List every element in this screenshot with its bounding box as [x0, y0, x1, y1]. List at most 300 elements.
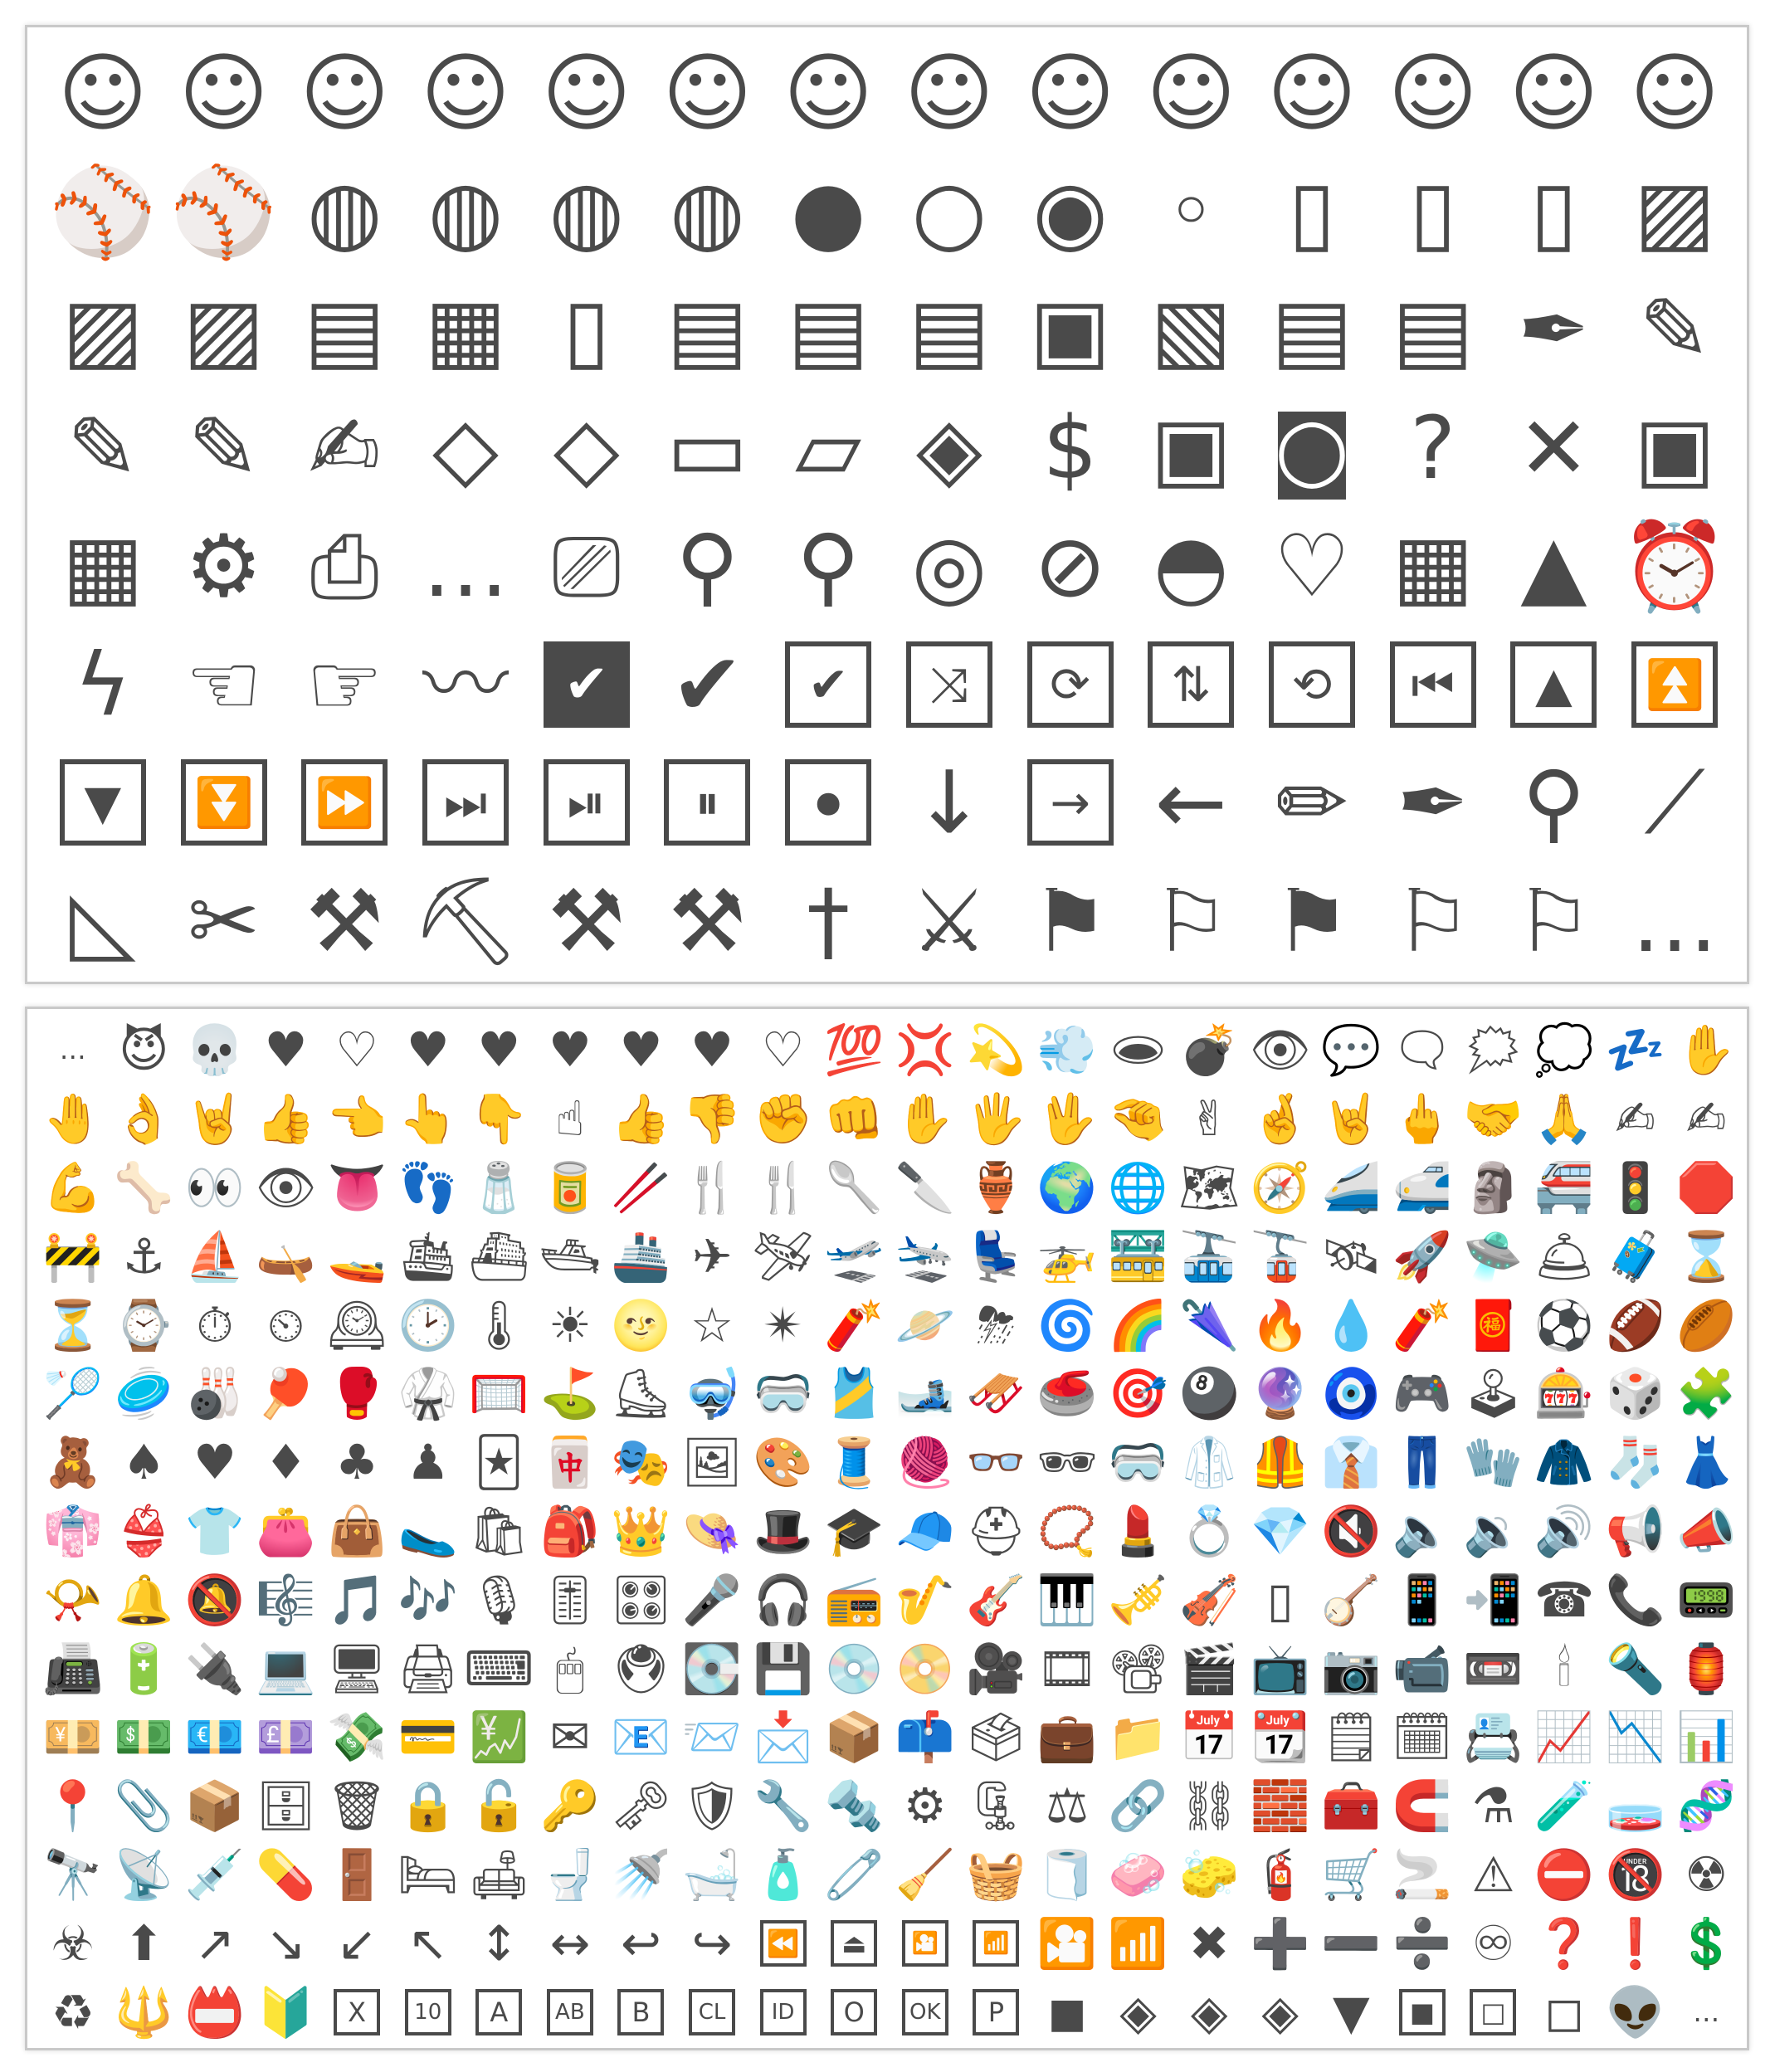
icon-r12-c6	[464, 1840, 535, 1909]
glyph: 🖥	[326, 1640, 388, 1697]
icon-r10-c19	[1387, 1703, 1458, 1772]
icon-r0-c23	[1670, 1016, 1742, 1085]
glyph: …	[59, 1034, 86, 1066]
glyph: 🚦	[1605, 1158, 1665, 1216]
glyph: ■	[1399, 1989, 1446, 2035]
glyph: ⤨	[906, 641, 992, 728]
icon-r3-c18	[1316, 1221, 1387, 1290]
icon-r8-c18	[1316, 1565, 1387, 1634]
newspaper-icon	[1010, 271, 1131, 389]
glyph: ♥	[548, 1021, 592, 1079]
icon-r4-c16	[1173, 1290, 1245, 1359]
glyph: 💬	[1321, 1021, 1382, 1079]
glyph: ♥	[690, 1021, 734, 1079]
glyph: 👔	[1321, 1434, 1382, 1491]
glyph: 🔋	[114, 1640, 174, 1697]
glyph: 🌐	[1108, 1158, 1168, 1216]
glyph: 📣	[1676, 1502, 1737, 1559]
glyph: 🥅	[469, 1365, 529, 1422]
glyph: ⚔	[910, 870, 988, 972]
glyph: ⚲	[797, 515, 861, 617]
icon-r12-c19	[1387, 1840, 1458, 1909]
icon-r4-c6	[464, 1290, 535, 1359]
glyph: ▯	[1409, 160, 1457, 262]
icon-r10-c15	[1103, 1703, 1174, 1772]
icon-r6-c5	[393, 1428, 464, 1497]
icon-r7-c8	[606, 1497, 677, 1566]
icon-r6-c19	[1387, 1428, 1458, 1497]
icon-r1-c9	[676, 1085, 748, 1153]
glyph: 🛫	[824, 1227, 885, 1285]
closed-book-icon	[1251, 153, 1373, 271]
glyph: 🎤	[681, 1571, 743, 1628]
fast-up-button-icon	[1614, 626, 1735, 744]
glyph: ⚽	[1534, 1296, 1595, 1353]
icon-r2-c19	[1387, 1153, 1458, 1222]
glyph: 👣	[397, 1158, 458, 1216]
glyph: 🚡	[1250, 1227, 1310, 1285]
glyph: 🗓	[1392, 1709, 1453, 1766]
icon-r6-c6	[464, 1428, 535, 1497]
glyph: 10	[405, 1989, 451, 2035]
glyph: 🏮	[1676, 1640, 1737, 1697]
icon-r7-c4	[321, 1497, 393, 1566]
icon-r2-c11	[818, 1153, 890, 1222]
icon-r9-c20	[1458, 1634, 1529, 1703]
icon-r3-c10	[748, 1221, 819, 1290]
glyph: P	[973, 1989, 1019, 2035]
glyph: 🔊	[1534, 1502, 1595, 1559]
glyph: ▲	[1520, 515, 1587, 617]
icon-r10-c17	[1245, 1703, 1316, 1772]
glyph: 💾	[753, 1640, 813, 1697]
icon-r4-c20	[1458, 1290, 1529, 1359]
glyph: 💀	[184, 1021, 246, 1079]
gear-icon	[163, 507, 285, 626]
glyph: ▯	[1529, 160, 1578, 262]
glyph: 🎦	[1036, 1914, 1098, 1972]
glyph: ↔	[549, 1914, 591, 1972]
icon-r3-c17	[1245, 1221, 1316, 1290]
glyph: 🎒	[539, 1502, 600, 1559]
icon-r2-c21	[1529, 1153, 1600, 1222]
glyph: 🖱	[555, 1640, 585, 1697]
glyph: 🧲	[1392, 1777, 1452, 1835]
icon-r3-c21	[1529, 1221, 1600, 1290]
icon-r6-c17	[1245, 1428, 1316, 1497]
glyph: □	[1470, 1989, 1516, 2035]
icon-r8-c7	[534, 1565, 606, 1634]
icon-r2-c9	[676, 1153, 748, 1222]
icon-r0-c16	[1173, 1016, 1245, 1085]
glyph: 🎻	[1179, 1571, 1240, 1628]
glyph: 🌀	[1036, 1296, 1098, 1353]
icon-r13-c15	[1103, 1909, 1174, 1977]
icon-r12-c21	[1529, 1840, 1600, 1909]
icon-r6-c10	[748, 1428, 819, 1497]
light-bulb-icon	[889, 507, 1010, 626]
glyph: 🧺	[966, 1845, 1026, 1903]
glyph: 🎞	[1036, 1640, 1098, 1697]
icon-r12-c11	[818, 1840, 890, 1909]
hatched-circle-light-icon	[647, 153, 768, 271]
scroll-icon	[768, 271, 889, 389]
smirking-face-icon	[1494, 34, 1615, 153]
glyph: ♥	[193, 1434, 236, 1491]
white-circle-icon	[889, 153, 1010, 271]
glyph: ⚓	[122, 1227, 166, 1285]
icon-r8-c8	[606, 1565, 677, 1634]
glyph: ▨	[1634, 160, 1716, 262]
glyph: AB	[547, 1989, 593, 2035]
icon-r0-c0	[37, 1016, 109, 1085]
glyph: ✌	[1188, 1090, 1230, 1148]
icon-r6-c13	[961, 1428, 1032, 1497]
icon-r10-c23	[1670, 1703, 1742, 1772]
glyph: ♣	[335, 1434, 379, 1491]
blue-book-icon	[163, 271, 285, 389]
glyph: ⛸	[610, 1365, 672, 1422]
glyph: ⚲	[1522, 752, 1586, 854]
glyph: ID	[760, 1989, 807, 2035]
nib-pen-icon	[1373, 743, 1494, 862]
glyph: ◇	[432, 397, 499, 499]
icon-r4-c15	[1103, 1290, 1174, 1359]
glyph: 🌈	[1108, 1296, 1168, 1353]
glyph: 🤘	[184, 1090, 246, 1148]
glyph: ⚠	[1471, 1845, 1515, 1903]
glyph: 🎽	[824, 1365, 885, 1422]
file-folder-icon	[647, 389, 768, 508]
icon-r8-c19	[1387, 1565, 1458, 1634]
icon-r14-c11	[818, 1977, 890, 2046]
glyph: ♡	[1273, 515, 1351, 617]
glyph: CL	[689, 1989, 735, 2035]
icon-r9-c6	[464, 1634, 535, 1703]
glyph: 🧿	[1321, 1365, 1382, 1422]
icon-r9-c9	[676, 1634, 748, 1703]
icon-r11-c17	[1245, 1772, 1316, 1840]
icon-r0-c5	[393, 1016, 464, 1085]
glyph: ◈	[915, 397, 983, 499]
icon-r5-c21	[1529, 1359, 1600, 1428]
black-flag-icon	[1251, 862, 1373, 981]
icon-r10-c14	[1031, 1703, 1103, 1772]
icon-r6-c9	[676, 1428, 748, 1497]
rolling-on-floor-laughing-icon	[284, 34, 405, 153]
glyph: ⛴	[468, 1227, 530, 1285]
glyph: 🔕	[184, 1571, 246, 1628]
glyph: 🦺	[1250, 1434, 1310, 1491]
icon-r5-c8	[606, 1359, 677, 1428]
icon-r6-c16	[1173, 1428, 1245, 1497]
icon-r8-c11	[818, 1565, 890, 1634]
glyph: ➕	[1250, 1914, 1310, 1972]
icon-r2-c18	[1316, 1153, 1387, 1222]
glyph: ❗	[1605, 1914, 1665, 1972]
icon-r11-c7	[534, 1772, 606, 1840]
glyph: 🥊	[327, 1365, 388, 1422]
glyph: 💍	[1179, 1502, 1240, 1559]
icon-r2-c0	[37, 1153, 109, 1222]
icon-r11-c6	[464, 1772, 535, 1840]
large-icon-grid	[42, 34, 1735, 980]
icon-r1-c16	[1173, 1085, 1245, 1153]
tears-of-joy-face-icon	[405, 34, 526, 153]
icon-r8-c22	[1600, 1565, 1671, 1634]
glyph: 💧	[1321, 1296, 1382, 1353]
speech-balloon-icon	[405, 507, 526, 626]
glyph: 🧵	[824, 1434, 885, 1491]
glyph: 🚧	[42, 1227, 103, 1285]
glyph: 🏓	[256, 1365, 316, 1422]
glyph: 💊	[256, 1845, 316, 1903]
glyph: ▧	[1150, 279, 1232, 381]
glyph: ✈	[691, 1227, 733, 1285]
glyph: ◙	[1270, 397, 1354, 499]
icon-r14-c3	[251, 1977, 322, 2046]
volleyball-icon	[405, 153, 526, 271]
glyph: ◻	[1543, 1983, 1585, 2040]
icon-r1-c15	[1103, 1085, 1174, 1153]
icon-r3-c7	[534, 1221, 606, 1290]
glyph: 🛍	[468, 1502, 530, 1559]
white-flag-icon	[1373, 862, 1494, 981]
glyph: 👆	[397, 1090, 458, 1148]
pick-icon	[405, 862, 526, 981]
pencil-icon	[1251, 743, 1373, 862]
icon-r13-c9	[676, 1909, 748, 1977]
glyph: 📡	[114, 1845, 174, 1903]
icon-r5-c12	[890, 1359, 961, 1428]
icon-r11-c23	[1670, 1772, 1742, 1840]
icon-r12-c17	[1245, 1840, 1316, 1909]
icon-r12-c0	[37, 1840, 109, 1909]
icon-r11-c19	[1387, 1772, 1458, 1840]
glyph: ✔	[670, 633, 744, 735]
icon-r11-c0	[37, 1772, 109, 1840]
glyph: ▨	[61, 279, 144, 381]
money-bag-icon	[1010, 389, 1131, 508]
small-icon-grid	[37, 1016, 1742, 2046]
glyph: ✒	[1517, 279, 1590, 381]
glyph: 🎷	[895, 1571, 955, 1628]
icon-r6-c23	[1670, 1428, 1742, 1497]
icon-r1-c8	[606, 1085, 677, 1153]
icon-r11-c5	[393, 1772, 464, 1840]
icon-r12-c7	[534, 1840, 606, 1909]
glyph: 🤏	[1108, 1090, 1168, 1148]
scissors-icon	[163, 862, 285, 981]
play-pause-button-icon	[526, 743, 647, 862]
icon-r7-c7	[534, 1497, 606, 1566]
icon-r9-c8	[606, 1634, 677, 1703]
glyph: 🎼	[256, 1571, 316, 1628]
glyph: 🔌	[184, 1640, 246, 1697]
icon-r14-c1	[109, 1977, 180, 2046]
glyph: 🎹	[1036, 1571, 1098, 1628]
icon-r6-c20	[1458, 1428, 1529, 1497]
icon-r5-c4	[321, 1359, 393, 1428]
glyph: 🗳	[965, 1709, 1027, 1766]
glyph: 📷	[1321, 1640, 1382, 1697]
icon-r2-c23	[1670, 1153, 1742, 1222]
icon-r4-c8	[606, 1290, 677, 1359]
glyph: ◇	[553, 397, 620, 499]
icon-r1-c13	[961, 1085, 1032, 1153]
icon-r0-c21	[1529, 1016, 1600, 1085]
icon-r0-c10	[748, 1016, 819, 1085]
glyph: 📁	[1108, 1709, 1168, 1766]
open-folder-icon	[768, 389, 889, 508]
laughing-squinting-face-icon	[163, 34, 285, 153]
icon-r13-c20	[1458, 1909, 1529, 1977]
icon-r1-c22	[1600, 1085, 1671, 1153]
glyph: ⚙	[184, 515, 263, 617]
glyph: 🚿	[611, 1845, 671, 1903]
icon-r14-c23	[1670, 1977, 1742, 2046]
glyph: ◈	[1261, 1983, 1299, 2040]
icon-r4-c9	[676, 1290, 748, 1359]
glyph: 🗨	[1392, 1021, 1453, 1079]
icon-r7-c20	[1458, 1497, 1529, 1566]
glyph: 🎸	[966, 1571, 1026, 1628]
glyph: ♥	[619, 1021, 663, 1079]
icon-r9-c2	[179, 1634, 251, 1703]
page-facing-up-icon	[647, 271, 768, 389]
icon-r11-c20	[1458, 1772, 1529, 1840]
glyph: 🦴	[114, 1158, 174, 1216]
icon-r1-c10	[748, 1085, 819, 1153]
icon-r13-c10	[748, 1909, 819, 1977]
glyph: 😈	[119, 1021, 169, 1079]
icon-r7-c17	[1245, 1497, 1316, 1566]
glyph: 🚅	[1392, 1158, 1452, 1216]
icon-r10-c1	[109, 1703, 180, 1772]
icon-r8-c21	[1529, 1565, 1600, 1634]
glyph: 🕑	[397, 1296, 458, 1353]
glyph: 🛒	[1321, 1845, 1382, 1903]
glyph: 🔪	[895, 1158, 955, 1216]
notebook-icon	[1373, 153, 1494, 271]
glyph: ◍	[427, 160, 504, 262]
icon-r4-c14	[1031, 1290, 1103, 1359]
glyph: ▯	[1266, 1571, 1294, 1628]
icon-r4-c2	[179, 1290, 251, 1359]
icon-r6-c18	[1316, 1428, 1387, 1497]
icon-r1-c14	[1031, 1085, 1103, 1153]
wavy-dash-icon	[405, 626, 526, 744]
glyph: 🔦	[1605, 1640, 1665, 1697]
hand-point-left-icon	[163, 626, 285, 744]
squinting-tongue-face-icon	[1373, 34, 1494, 153]
glyph: ⎙	[310, 515, 379, 617]
glyph: ⚲	[675, 515, 739, 617]
icon-r9-c14	[1031, 1634, 1103, 1703]
icon-r5-c19	[1387, 1359, 1458, 1428]
icon-r7-c6	[464, 1497, 535, 1566]
glyph: 📶	[973, 1920, 1019, 1967]
icon-r3-c14	[1031, 1221, 1103, 1290]
glyph: ▨	[183, 279, 265, 381]
glyph: 💺	[966, 1227, 1026, 1285]
icon-r6-c11	[818, 1428, 890, 1497]
glyph: →	[1027, 759, 1114, 846]
check-box-icon	[768, 626, 889, 744]
glyph: ✒	[1397, 752, 1470, 854]
glyph: 🗑	[326, 1777, 388, 1835]
glyph: ✎	[66, 397, 139, 499]
icon-r6-c22	[1600, 1428, 1671, 1497]
glyph: ☺	[57, 42, 149, 144]
glyph: ☺	[1266, 42, 1358, 144]
glyph: ☝	[555, 1090, 585, 1148]
glyph: 👗	[1676, 1434, 1737, 1491]
glyph: 💴	[42, 1709, 103, 1766]
icon-r0-c4	[321, 1016, 393, 1085]
icon-r14-c22	[1600, 1977, 1671, 2046]
icon-r14-c9	[676, 1977, 748, 2046]
refresh-icon	[1251, 626, 1373, 744]
glyph: 🧨	[824, 1296, 885, 1353]
icon-r9-c22	[1600, 1634, 1671, 1703]
more-ellipsis-icon	[1614, 862, 1735, 981]
icon-r2-c15	[1103, 1153, 1174, 1222]
glyph: 🌍	[1036, 1158, 1098, 1216]
icon-r12-c15	[1103, 1840, 1174, 1909]
glyph: ↙	[336, 1914, 378, 1972]
icon-r3-c2	[179, 1221, 251, 1290]
glyph: 🪐	[895, 1296, 955, 1353]
prohibited-icon	[1010, 507, 1131, 626]
glyph: ◍	[549, 160, 625, 262]
glyph: 🏺	[966, 1158, 1026, 1216]
hammer-icon	[284, 862, 405, 981]
glyph: 🧤	[1463, 1434, 1524, 1491]
glyph: 🧳	[1605, 1227, 1665, 1285]
glyph: 🗺	[1178, 1158, 1240, 1216]
icon-r14-c13	[961, 1977, 1032, 2046]
small-white-circle-icon	[1130, 153, 1251, 271]
icon-r8-c5	[393, 1565, 464, 1634]
glyph: 🗿	[1463, 1158, 1524, 1216]
icon-r2-c5	[393, 1153, 464, 1222]
icon-r4-c22	[1600, 1290, 1671, 1359]
magnifier-left-icon	[647, 507, 768, 626]
icon-r1-c2	[179, 1085, 251, 1153]
glyph: 💫	[966, 1021, 1026, 1079]
glyph: 🧼	[1108, 1845, 1168, 1903]
glyph: 💲	[1676, 1914, 1737, 1972]
repeat-icon	[1010, 626, 1131, 744]
glyph: ☀	[548, 1296, 592, 1353]
glyph: 👙	[114, 1502, 174, 1559]
icon-r12-c1	[109, 1840, 180, 1909]
id-photo-icon	[1130, 389, 1251, 508]
glyph: 👁	[255, 1158, 317, 1216]
glyph: 📠	[42, 1640, 103, 1697]
glyph: ▱	[795, 397, 862, 499]
icon-r4-c12	[890, 1290, 961, 1359]
icon-r14-c10	[748, 1977, 819, 2046]
icon-r6-c8	[606, 1428, 677, 1497]
icon-r10-c7	[534, 1703, 606, 1772]
icon-r14-c19	[1387, 1977, 1458, 2046]
icon-r1-c11	[818, 1085, 890, 1153]
icon-r7-c13	[961, 1497, 1032, 1566]
glyph: 🀄	[539, 1434, 600, 1491]
icon-r5-c14	[1031, 1359, 1103, 1428]
